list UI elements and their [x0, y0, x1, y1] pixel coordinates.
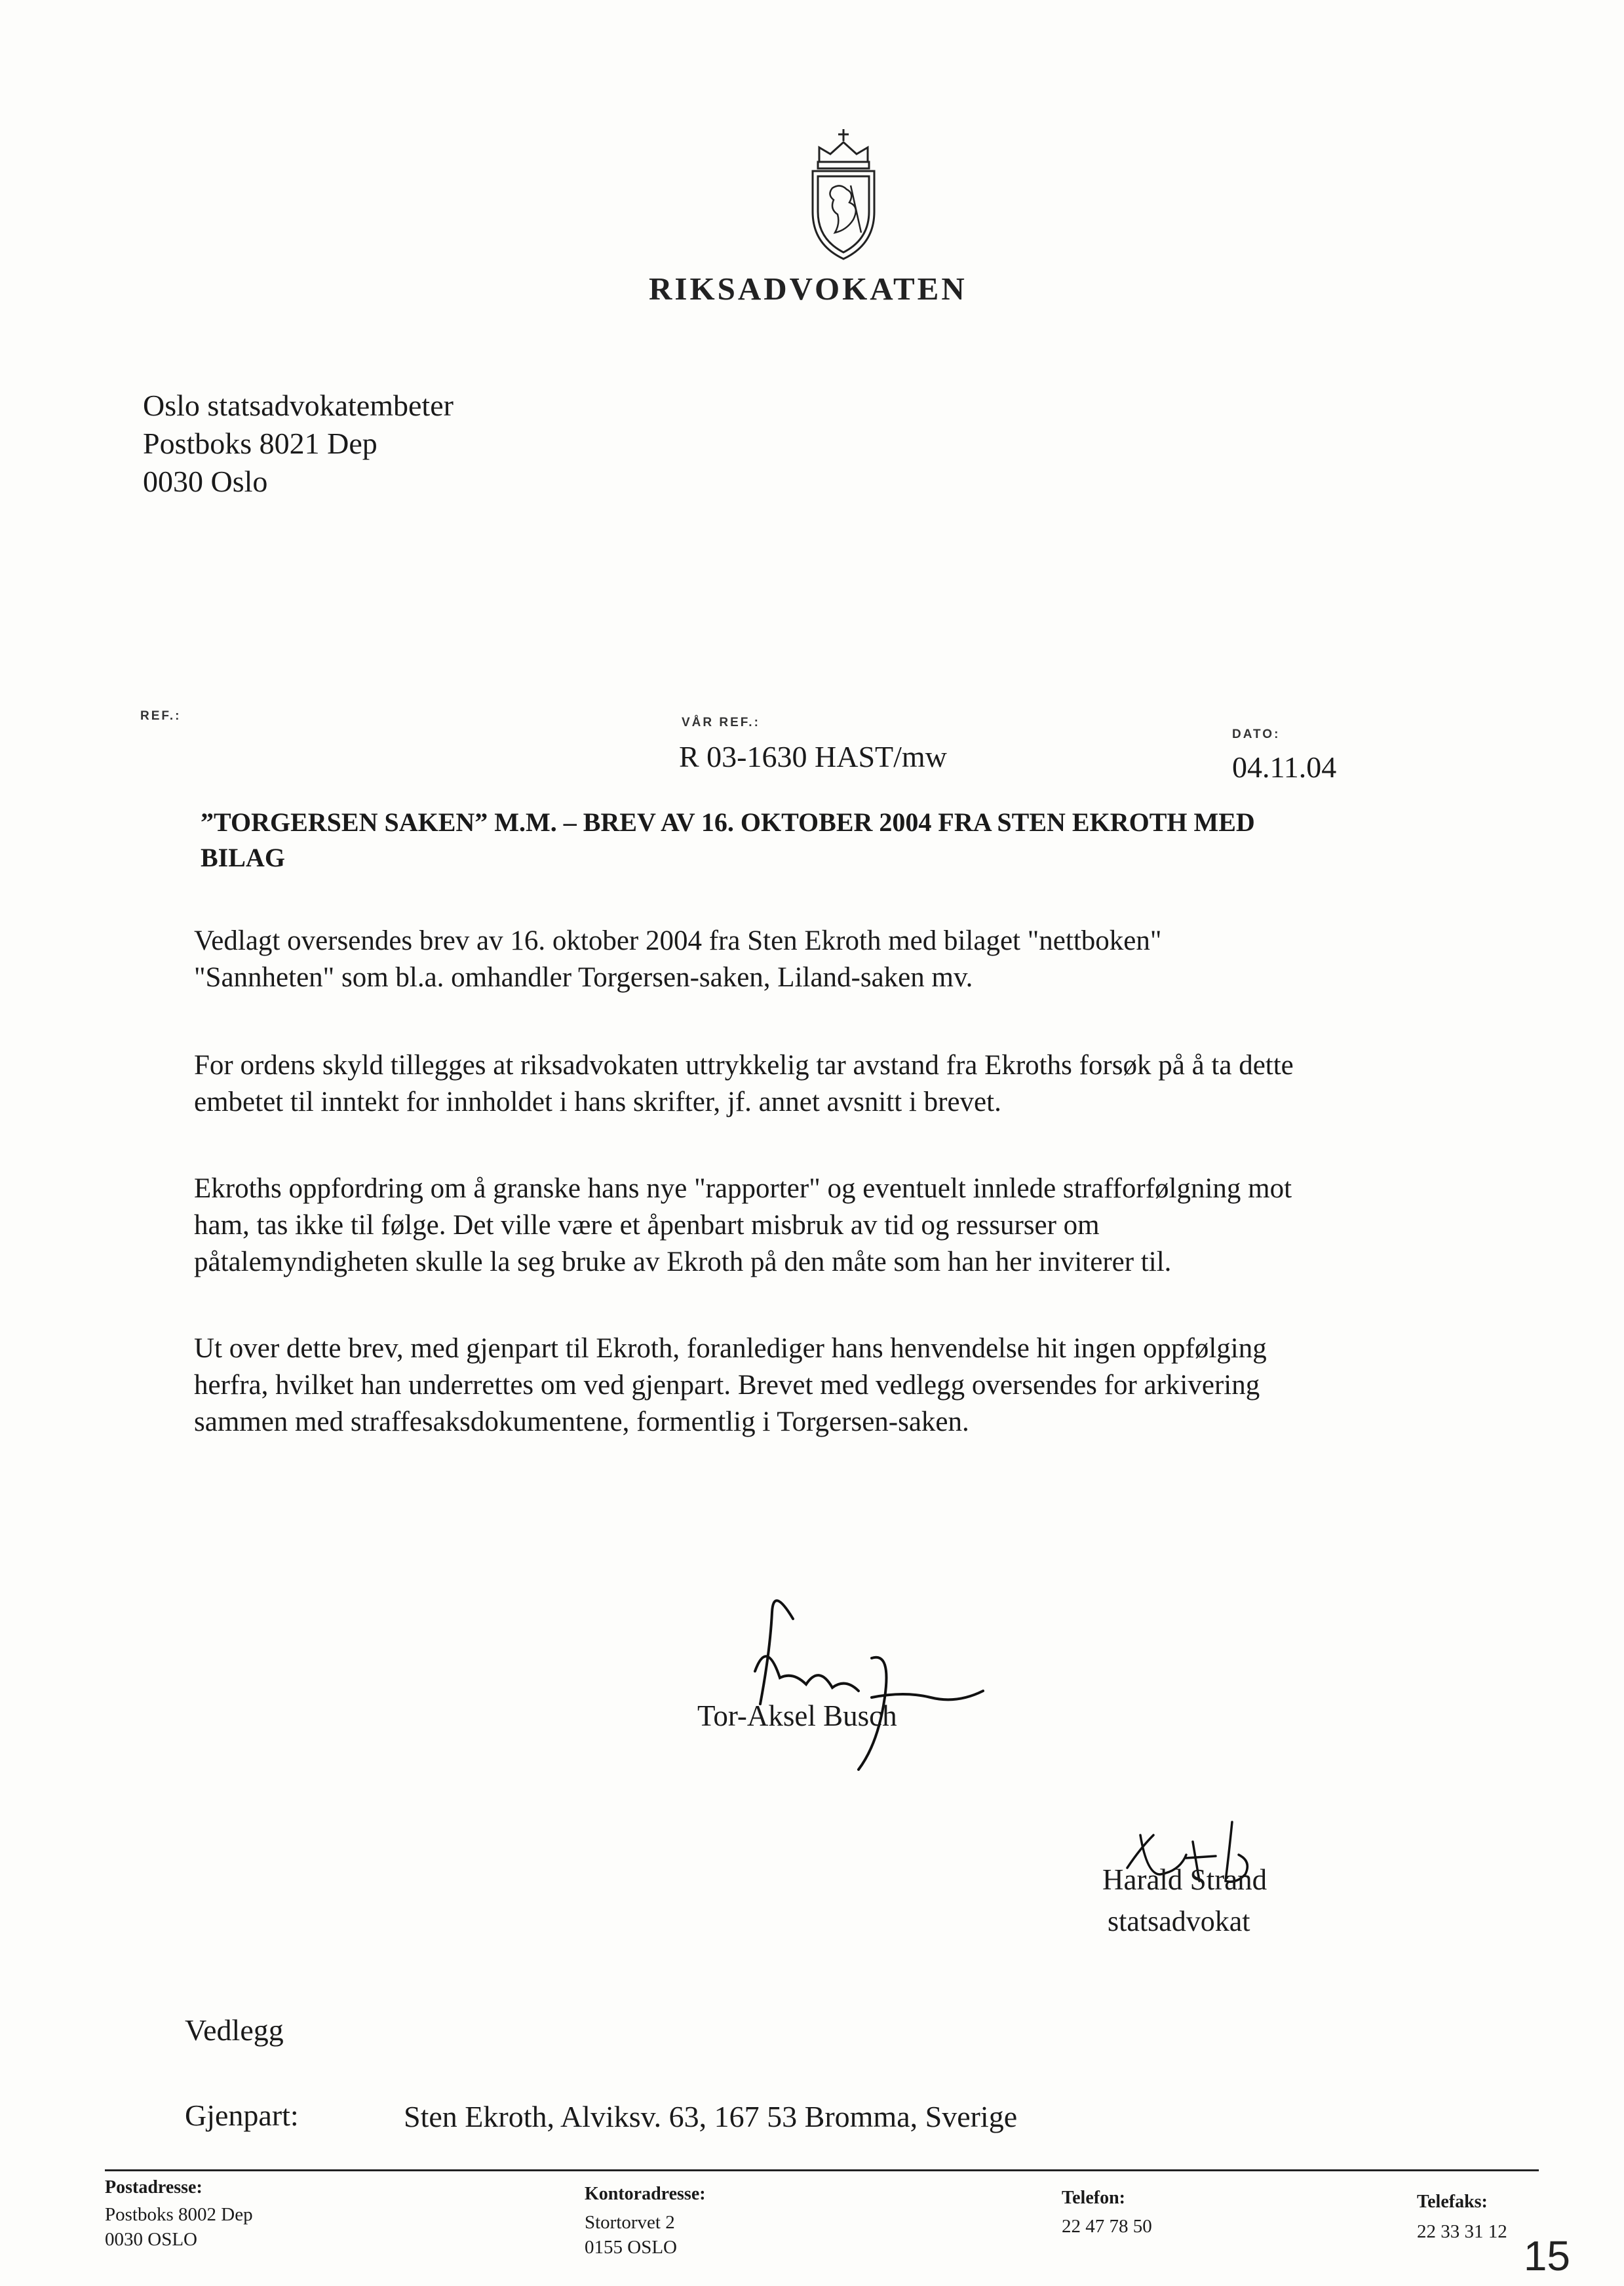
- gjenpart-value: Sten Ekroth, Alviksv. 63, 167 53 Bromma, Sverige: [404, 2100, 1018, 2133]
- paragraph-line: ham, tas ikke til følge. Det ville være et åpenbart misbruk av tid og ressurser om: [194, 1210, 1100, 1241]
- subject-line-1: ”TORGERSEN SAKEN” M.M. – BREV AV 16. OKTOBER 2004 FRA STEN EKROTH MED: [201, 807, 1255, 837]
- paragraph-line: Ekroths oppfordring om å granske hans nye "rapporter" og eventuelt innlede strafforfølgning mot: [194, 1173, 1292, 1204]
- paragraph-line: Ut over dette brev, med gjenpart til Ekroth, foranlediger hans henvendelse hit ingen oppfølging: [194, 1333, 1267, 1364]
- paragraph-1: [194, 923, 1161, 996]
- paragraph-3: [194, 1171, 1292, 1281]
- paragraph-4: [194, 1330, 1267, 1441]
- paragraph-line: For ordens skyld tillegges at riksadvokaten uttrykkelig tar avstand fra Ekroths forsøk på å ta dette: [194, 1050, 1294, 1081]
- subject-heading: [201, 805, 1255, 876]
- telefaks-label: Telefaks:: [1417, 2192, 1488, 2212]
- organization-name: RIKSADVOKATEN: [649, 271, 967, 307]
- gjenpart-label: Gjenpart:: [185, 2099, 299, 2132]
- kontoradresse-line-2: 0155 OSLO: [585, 2237, 677, 2258]
- var-ref-label: VÅR REF.:: [682, 716, 760, 729]
- signer-1-name: Tor-Aksel Busch: [697, 1699, 897, 1732]
- signer-2-title: statsadvokat: [1108, 1905, 1250, 1937]
- signature-1-scribble: [695, 1573, 1009, 1783]
- signer-2-name: Harald Strand: [1102, 1863, 1267, 1896]
- ref-label: REF.:: [140, 709, 182, 723]
- paragraph-line: "Sannheten" som bl.a. omhandler Torgersen-saken, Liland-saken mv.: [194, 962, 973, 993]
- subject-line-2: BILAG: [201, 843, 285, 872]
- page-number: 15: [1523, 2232, 1570, 2279]
- paragraph-line: herfra, hvilket han underrettes om ved gjenpart. Brevet med vedlegg oversendes for arkivering: [194, 1370, 1260, 1401]
- recipient-line-2: Postboks 8021 Dep: [143, 427, 377, 460]
- paragraph-line: sammen med straffesaksdokumentene, formentlig i Torgersen-saken.: [194, 1406, 969, 1437]
- postadresse-line-2: 0030 OSLO: [105, 2229, 197, 2250]
- telefon-label: Telefon:: [1062, 2188, 1125, 2208]
- var-ref-value: R 03-1630 HAST/mw: [679, 740, 947, 773]
- recipient-line-1: Oslo statsadvokatembeter: [143, 389, 454, 422]
- dato-label: DATO:: [1232, 727, 1281, 741]
- vedlegg-label: Vedlegg: [185, 2013, 284, 2047]
- telefaks-value: 22 33 31 12: [1417, 2221, 1507, 2242]
- paragraph-2: [194, 1047, 1294, 1121]
- paragraph-line: embetet til inntekt for innholdet i hans skrifter, jf. annet avsnitt i brevet.: [194, 1087, 1001, 1117]
- coat-of-arms-lion-icon: [801, 128, 886, 265]
- recipient-line-3: 0030 Oslo: [143, 465, 268, 498]
- telefon-value: 22 47 78 50: [1062, 2216, 1152, 2237]
- postadresse-label: Postadresse:: [105, 2177, 203, 2198]
- dato-value: 04.11.04: [1232, 750, 1337, 784]
- footer-divider: [105, 2169, 1539, 2171]
- paragraph-line: påtalemyndigheten skulle la seg bruke av Ekroth på den måte som han her inviterer til.: [194, 1247, 1172, 1277]
- paragraph-line: Vedlagt oversendes brev av 16. oktober 2004 fra Sten Ekroth med bilaget "nettboken": [194, 925, 1162, 956]
- kontoradresse-label: Kontoradresse:: [585, 2184, 706, 2204]
- postadresse-line-1: Postboks 8002 Dep: [105, 2204, 253, 2225]
- kontoradresse-line-1: Stortorvet 2: [585, 2212, 675, 2233]
